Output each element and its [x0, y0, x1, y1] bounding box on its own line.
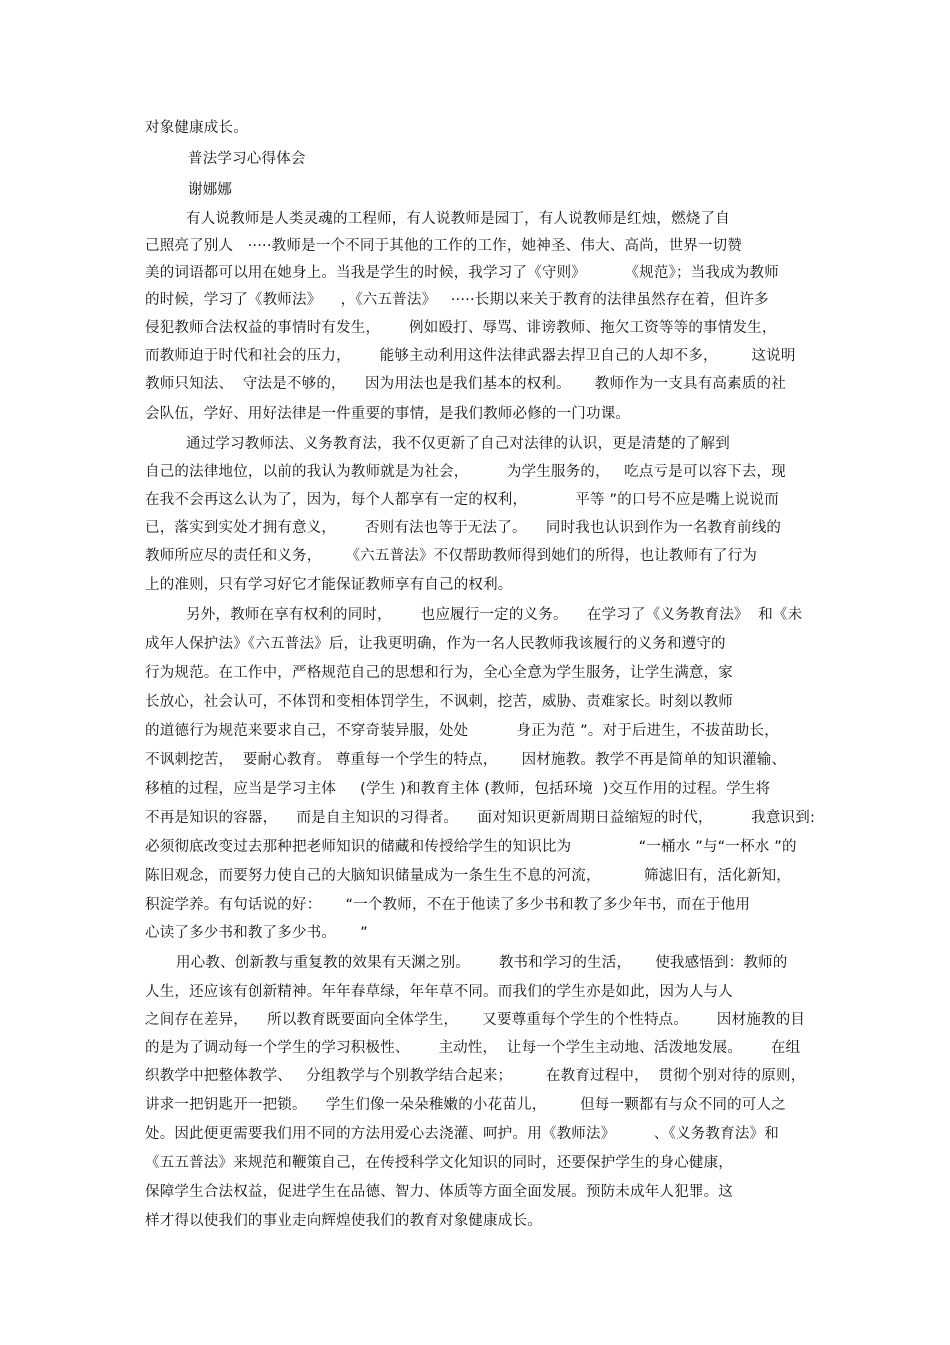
text-line: 己照亮了别人 ·····教师是一个不同于其他的工作的工作，她神圣、伟大、高尚，世界一切赞 — [145, 238, 743, 254]
text-line: 样才得以使我们的事业走向辉煌使我们的教育对象健康成长。 — [145, 1213, 542, 1229]
text-line: 自己的法律地位，以前的我认为教师就是为社会， 为学生服务的， 吃点亏是可以容下去，现 — [145, 464, 786, 480]
text-line: 必须彻底改变过去那种把老师知识的储藏和传授给学生的知识比为 “一桶水 ”与“一杯水 ”的 — [145, 839, 797, 855]
text-line: 的道德行为规范来要求自己，不穿奇装异服，处处 身正为范 ”。对于后进生，不拔苗助长， — [145, 723, 779, 739]
text-line: 会队伍，学好、用好法律是一件重要的事情，是我们教师必修的一门功课。 — [145, 406, 631, 422]
text-line: 长放心，社会认可，不体罚和变相体罚学生，不讽刺，挖苦，威胁、责难家长。时刻以教师 — [145, 694, 733, 710]
text-line: 已，落实到实处才拥有意义， 否则有法也等于无法了。 同时我也认识到作为一名教育前线的 — [145, 520, 782, 536]
text-line: 不讽刺挖苦， 要耐心教育。 尊重每一个学生的特点， 因材施教。教学不再是简单的知识灌输、 — [145, 752, 787, 768]
text-line: 的是为了调动每一个学生的学习积极性、 主动性， 让每一个学生主动地、活泼地发展。 在组 — [145, 1040, 801, 1056]
text-line: 的时候，学习了《教师法》 ，《六五普法》 ·····长期以来关于教育的法律虽然存在着，但许多 — [145, 292, 769, 308]
text-line: 而教师迫于时代和社会的压力， 能够主动利用这件法律武器去捍卫自己的人却不多， 这说明 — [145, 348, 796, 364]
text-line: 陈旧观念，而要努力使自己的大脑知识储量成为一条生生不息的河流， 筛滤旧有，活化新知， — [145, 868, 791, 884]
text-line: 对象健康成长。 — [145, 120, 248, 136]
text-line: 有人说教师是人类灵魂的工程师，有人说教师是园丁，有人说教师是红烛，燃烧了自 — [186, 211, 730, 227]
text-line: 行为规范。在工作中，严格规范自己的思想和行为，全心全意为学生服务，让学生满意，家 — [145, 665, 733, 681]
text-line: 用心教、创新教与重复教的效果有天渊之别。 教书和学习的生活， 使我感悟到：教师的 — [176, 955, 788, 971]
text-line: 《五五普法》来规范和鞭策自己，在传授科学文化知识的同时，还要保护学生的身心健康， — [145, 1155, 733, 1171]
text-line: 教师所应尽的责任和义务， 《六五普法》不仅帮助教师得到她们的所得，也让教师有了行为 — [145, 548, 758, 564]
text-line: 美的词语都可以用在她身上。当我是学生的时候，我学习了《守则》 《规范》；当我成为教师 — [145, 265, 779, 281]
text-line: 另外，教师在享有权利的同时， 也应履行一定的义务。 在学习了《义务教育法》 和《未 — [186, 607, 803, 623]
text-line: 不再是知识的容器， 而是自主知识的习得者。 面对知识更新周期日益缩短的时代， 我意识到: — [145, 810, 816, 826]
text-line: 处。因此便更需要我们用不同的方法用爱心去浇灌、呵护。用《教师法》 、《义务教育法》和 — [145, 1126, 779, 1142]
text-line: 心读了多少书和教了多少书。 ” — [145, 925, 368, 941]
text-line: 人生，还应该有创新精神。年年春草绿，年年草不同。而我们的学生亦是如此，因为人与人 — [145, 984, 733, 1000]
document-author: 谢娜娜 — [188, 182, 233, 198]
text-line: 侵犯教师合法权益的事情时有发生， 例如殴打、辱骂、诽谤教师、拖欠工资等等的事情发生， — [145, 320, 777, 336]
text-line: 在我不会再这么认为了，因为，每个人都享有一定的权利， 平等 ”的口号不应是嘴上说说而 — [145, 492, 779, 508]
text-line: 讲求一把钥匙开一把锁。 学生们像一朵朵稚嫩的小花苗儿， 但每一颗都有与众不同的可人之 — [145, 1097, 786, 1113]
text-line: 通过学习教师法、义务教育法，我不仅更新了自己对法律的认识，更是清楚的了解到 — [186, 436, 730, 452]
text-line: 之间存在差异， 所以教育既要面向全体学生， 又要尊重每个学生的个性特点。 因材施教的目 — [145, 1012, 806, 1028]
text-line: 移植的过程，应当是学习主体 (学生 )和教育主体 (教师，包括环境 )交互作用的过程。学生将 — [145, 781, 771, 797]
text-line: 教师只知法、 守法是不够的， 因为用法也是我们基本的权利。 教师作为一支具有高素质的社 — [145, 376, 786, 392]
text-line: 上的准则，只有学习好它才能保证教师享有自己的权利。 — [145, 577, 513, 593]
text-line: 保障学生合法权益，促进学生在品德、智力、体质等方面全面发展。预防未成年人犯罪。这 — [145, 1184, 733, 1200]
document-title: 普法学习心得体会 — [188, 151, 306, 167]
text-line: 织教学中把整体教学、 分组教学与个别教学结合起来； 在教育过程中， 贯彻个别对待的原则， — [145, 1068, 806, 1084]
text-line: 积淀学养。有句话说的好： “一个教师，不在于他读了多少书和教了多少年书，而在于他用 — [145, 897, 751, 913]
text-line: 成年人保护法》《六五普法》后，让我更明确，作为一名人民教师我该履行的义务和遵守的 — [145, 636, 726, 652]
